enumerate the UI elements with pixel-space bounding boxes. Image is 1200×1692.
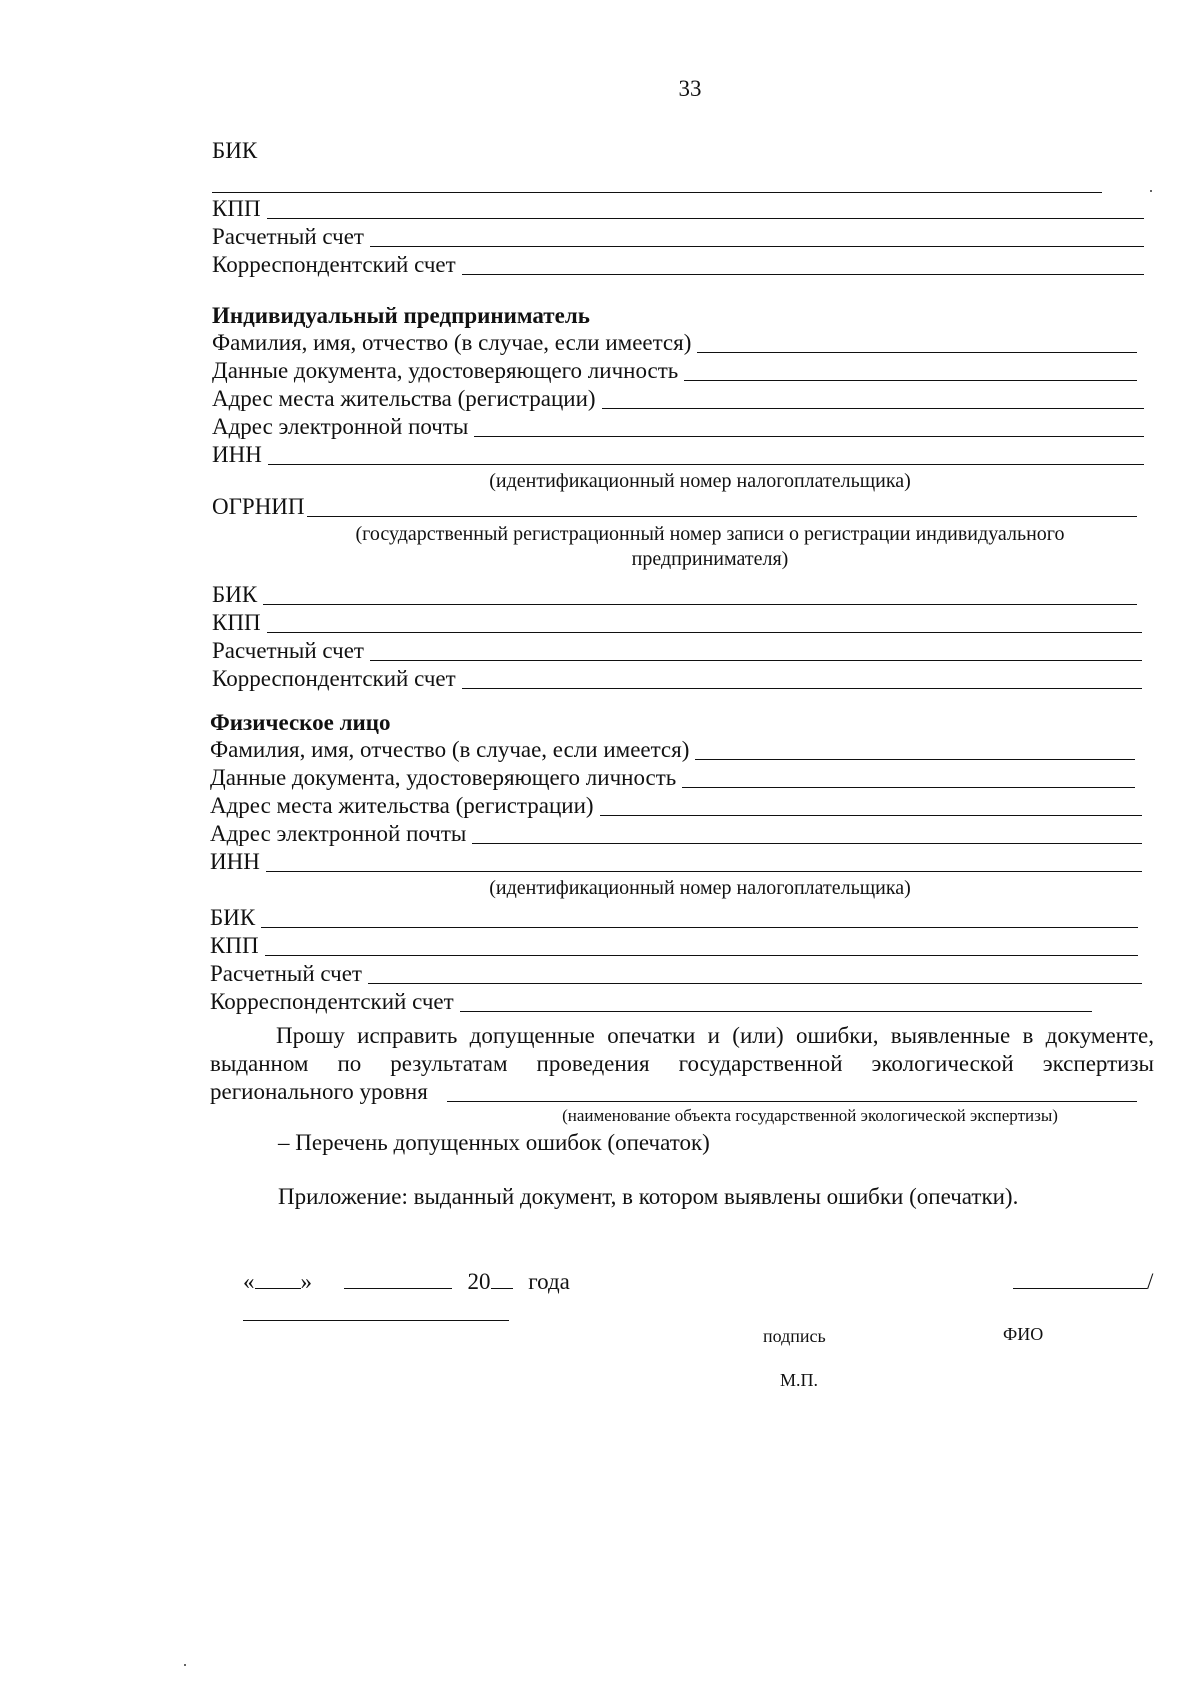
kpp-label: КПП: [212, 196, 261, 221]
fl-corr-account-label: Корреспондентский счет: [210, 989, 454, 1014]
bik-label-top: БИК: [212, 138, 258, 163]
fl-id-doc-label: Данные документа, удостоверяющего личность: [210, 765, 677, 790]
fl-fio-field[interactable]: [210, 737, 1135, 763]
corr-account-label: Корреспондентский счет: [212, 252, 456, 277]
year-prefix: 20: [467, 1269, 491, 1294]
year-blank[interactable]: [491, 1268, 513, 1289]
year-word: года: [528, 1269, 570, 1294]
scan-dot-bottom: [184, 1664, 186, 1666]
ip-corr-account-field[interactable]: [212, 666, 1142, 692]
ip-account-field[interactable]: [212, 638, 1142, 664]
signature-slash: /: [1147, 1269, 1154, 1294]
account-field-top[interactable]: [212, 224, 1144, 250]
object-name-line[interactable]: [447, 1101, 1137, 1102]
fl-inn-field[interactable]: [210, 849, 1142, 875]
ip-bik-label: БИК: [212, 582, 258, 607]
fl-account-label: Расчетный счет: [210, 961, 362, 986]
request-paragraph: [210, 1022, 1154, 1106]
ip-fio-field[interactable]: [212, 330, 1137, 356]
fl-corr-account-field[interactable]: [210, 989, 1092, 1015]
ip-fio-label: Фамилия, имя, отчество (в случае, если имеется): [212, 330, 692, 355]
ip-email-field[interactable]: [212, 414, 1144, 440]
ip-account-label: Расчетный счет: [212, 638, 364, 663]
errors-list-label: – Перечень допущенных ошибок (опечаток): [278, 1130, 710, 1155]
signature-blank[interactable]: [1013, 1268, 1147, 1289]
date-underline: [243, 1320, 509, 1321]
month-blank[interactable]: [344, 1268, 452, 1289]
signature-line: [1013, 1268, 1153, 1295]
stamp-label: М.П.: [780, 1370, 819, 1390]
ip-email-label: Адрес электронной почты: [212, 414, 469, 439]
fl-inn-caption: (идентификационный номер налогоплательщика): [489, 877, 911, 899]
fl-bik-label: БИК: [210, 905, 256, 930]
scan-dot: [1150, 190, 1152, 192]
fl-inn-label: ИНН: [210, 849, 260, 874]
appendix-text: Приложение: выданный документ, в котором выявлены ошибки (опечатки).: [278, 1184, 1019, 1209]
fio-label: ФИО: [1003, 1324, 1044, 1344]
fl-address-label: Адрес места жительства (регистрации): [210, 793, 594, 818]
fl-bik-field[interactable]: [210, 905, 1138, 931]
fl-kpp-field[interactable]: [210, 933, 1138, 959]
day-blank[interactable]: [255, 1268, 301, 1289]
request-text: Прошу исправить допущенные опечатки и (или) ошибки, выявленные в документе, выданном по результатам проведения государственной экологической экспертизы регионального уровня: [210, 1023, 1154, 1104]
ip-inn-label: ИНН: [212, 442, 262, 467]
ip-heading: Индивидуальный предприниматель: [212, 303, 590, 328]
fl-heading: Физическое лицо: [210, 710, 391, 735]
account-label: Расчетный счет: [212, 224, 364, 249]
corr-account-field-top[interactable]: [212, 252, 1144, 278]
ip-inn-caption: (идентификационный номер налогоплательщика): [489, 470, 911, 492]
fl-id-doc-field[interactable]: [210, 765, 1135, 791]
ip-kpp-label: КПП: [212, 610, 261, 635]
ip-kpp-field[interactable]: [212, 610, 1142, 636]
fl-email-label: Адрес электронной почты: [210, 821, 467, 846]
ip-address-label: Адрес места жительства (регистрации): [212, 386, 596, 411]
ip-bik-field[interactable]: [212, 582, 1137, 608]
sign-label: подпись: [763, 1326, 826, 1346]
fl-fio-label: Фамилия, имя, отчество (в случае, если имеется): [210, 737, 690, 762]
quote-open: «: [243, 1269, 255, 1294]
quote-close: »: [300, 1269, 312, 1294]
ip-id-doc-field[interactable]: [212, 358, 1137, 384]
fl-email-field[interactable]: [210, 821, 1142, 847]
ip-address-field[interactable]: [212, 386, 1144, 412]
ip-id-doc-label: Данные документа, удостоверяющего личность: [212, 358, 679, 383]
date-line: [243, 1268, 570, 1295]
ip-inn-field[interactable]: [212, 442, 1144, 468]
bik-line-top: [212, 192, 1102, 193]
kpp-field-top[interactable]: [212, 196, 1144, 222]
ip-corr-account-label: Корреспондентский счет: [212, 666, 456, 691]
fl-account-field[interactable]: [210, 961, 1142, 987]
fl-kpp-label: КПП: [210, 933, 259, 958]
ip-ogrnip-caption: (государственный регистрационный номер записи о регистрации индивидуального предпринимателя): [355, 523, 1065, 570]
object-caption: (наименование объекта государственной экологической экспертизы): [562, 1106, 1058, 1125]
ip-ogrnip-label: ОГРНИП: [212, 494, 305, 519]
fl-address-field[interactable]: [210, 793, 1142, 819]
page-number: 33: [678, 76, 702, 101]
ip-ogrnip-field[interactable]: [212, 494, 1137, 520]
